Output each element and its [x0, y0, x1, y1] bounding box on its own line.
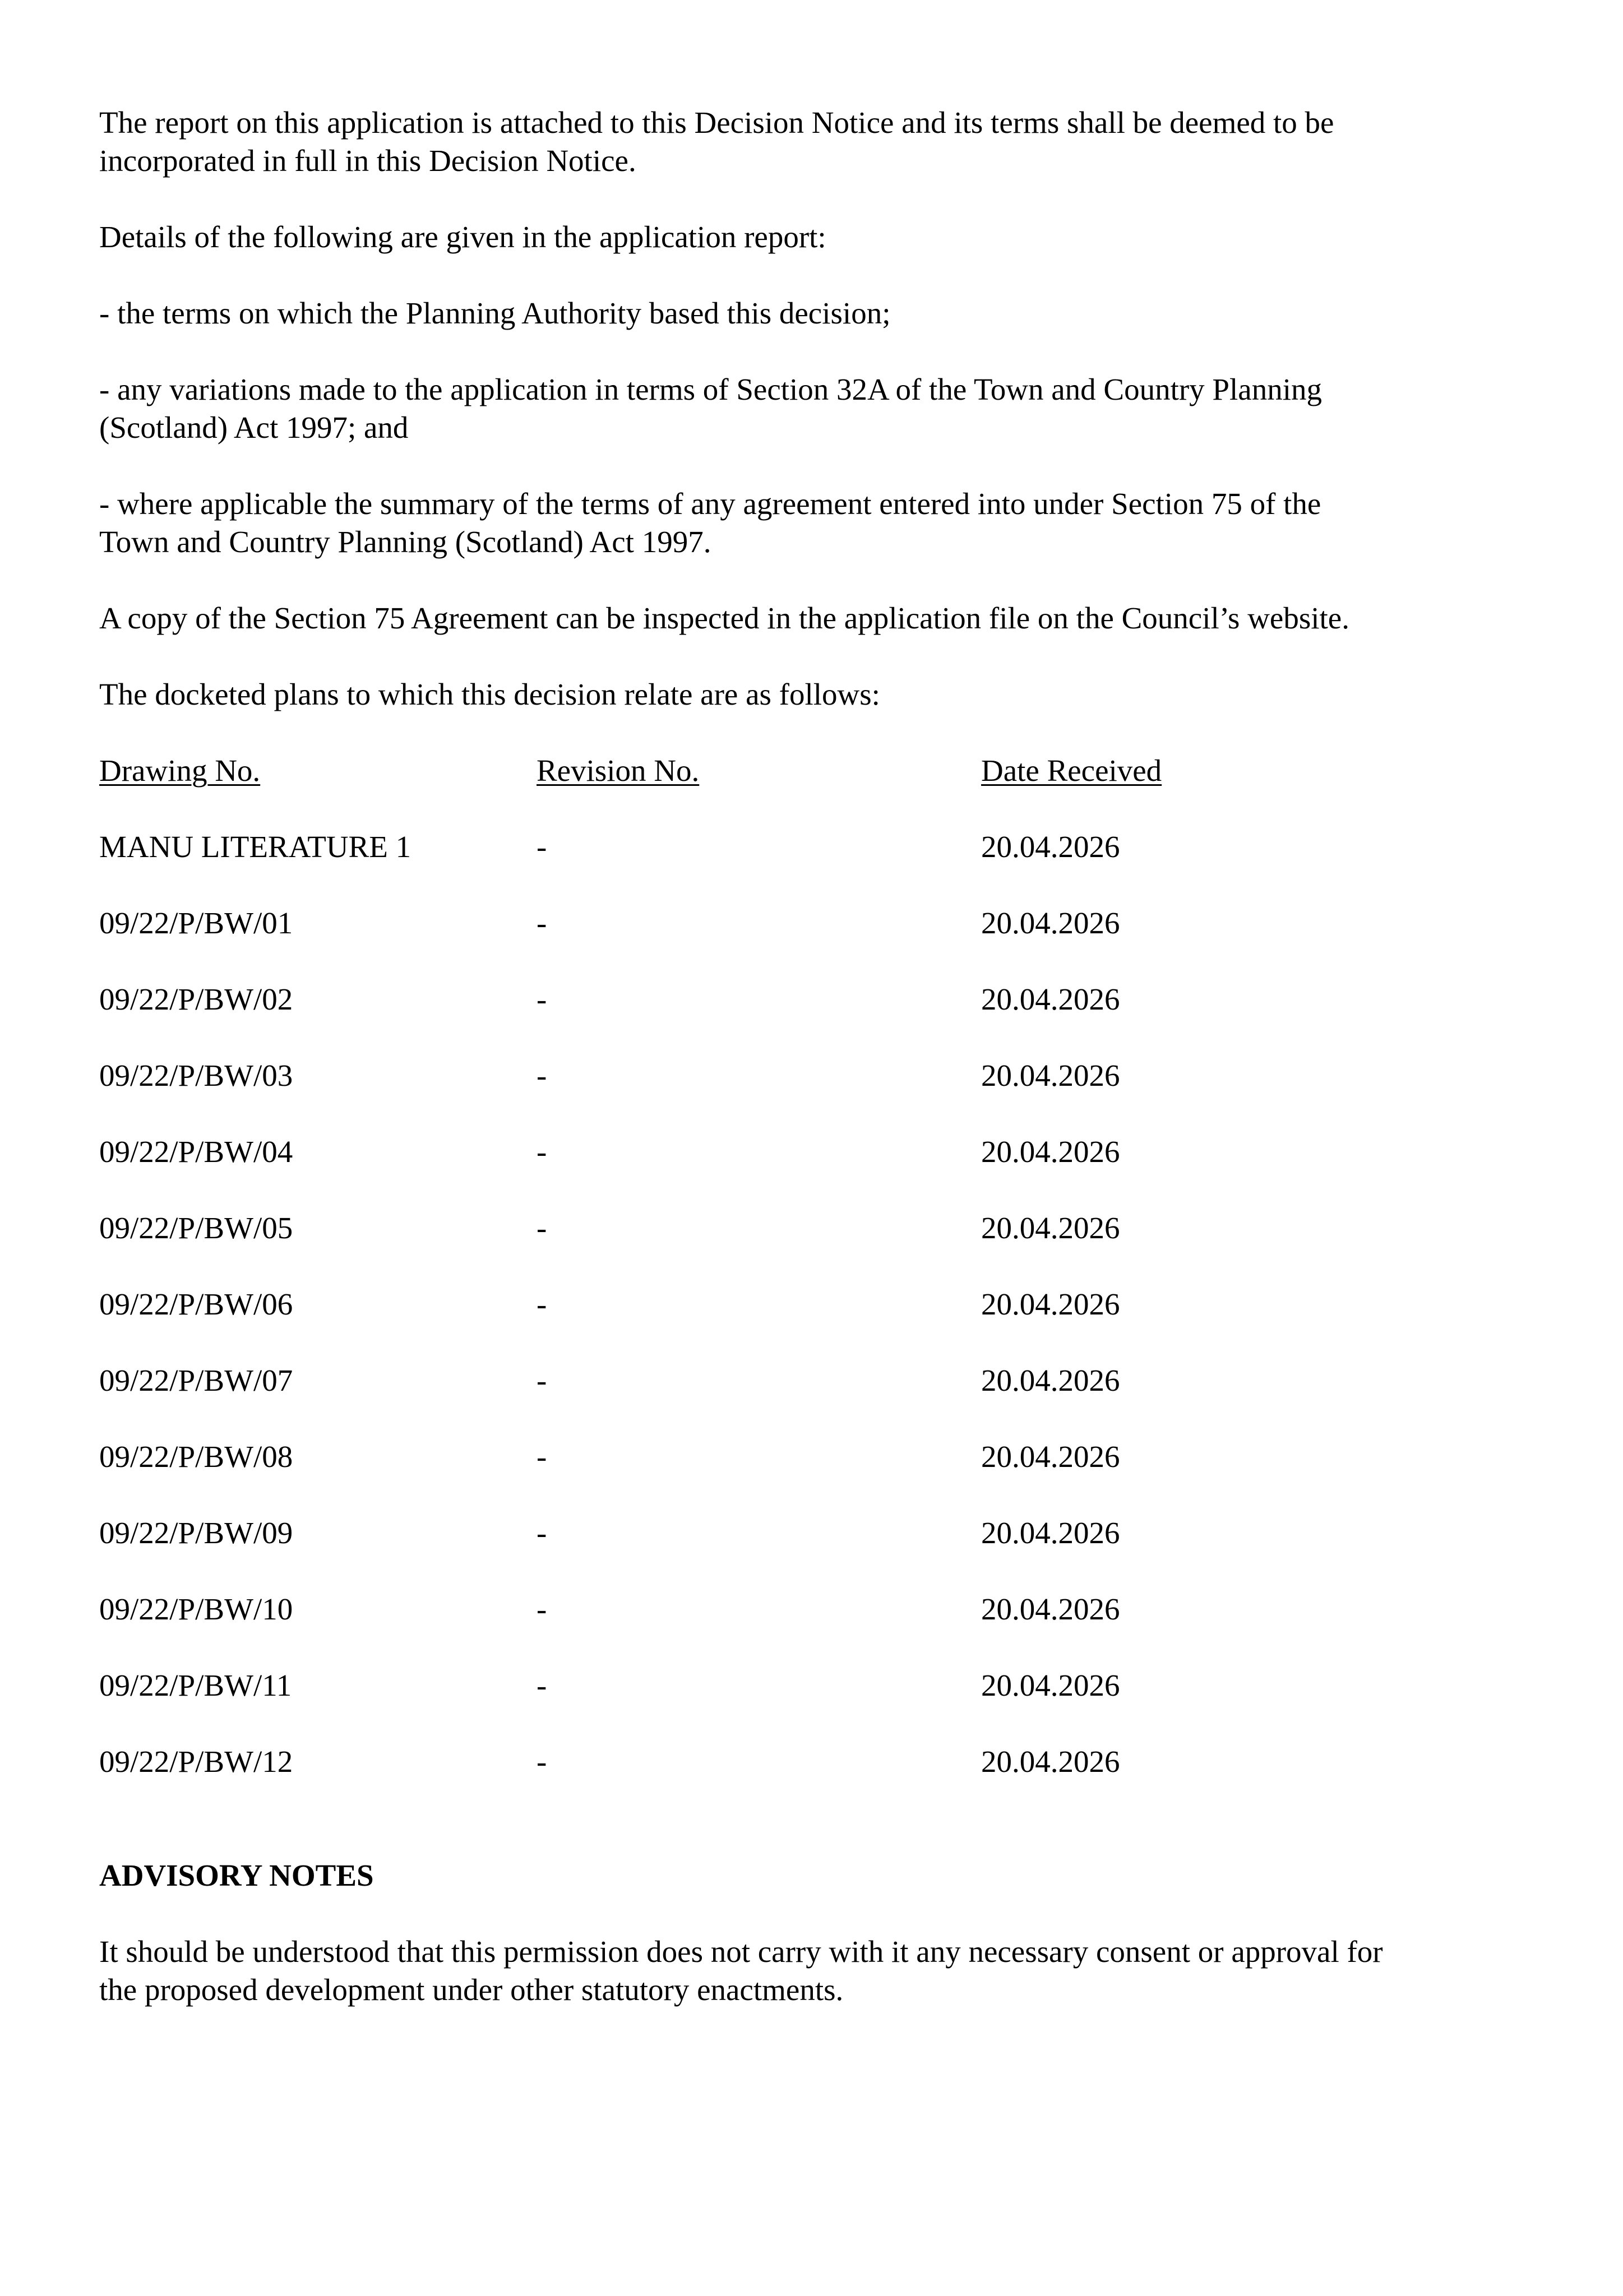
drawing-no-cell: MANU LITERATURE 1 [99, 830, 411, 864]
drawing-no-cell: 09/22/P/BW/07 [99, 1363, 293, 1397]
revision-no-cell: - [537, 1668, 547, 1702]
header-drawing-no: Drawing No. [99, 753, 261, 788]
revision-no-cell: - [537, 1211, 547, 1245]
table-row [99, 1362, 1389, 1400]
document-page [99, 104, 1389, 2047]
date-received-cell: 20.04.2026 [981, 1744, 1120, 1779]
table-row [99, 1438, 1389, 1476]
advisory-notes-text: It should be understood that this permission does not carry with it any necessary consent or approval for the proposed development under other statutory enactments. [99, 1934, 1383, 2007]
revision-no-cell: - [537, 1363, 547, 1397]
table-row [99, 1285, 1389, 1323]
header-revision-no: Revision No. [537, 753, 700, 788]
table-row [99, 980, 1389, 1019]
date-received-cell: 20.04.2026 [981, 830, 1120, 864]
variations-item: - any variations made to the application in terms of Section 32A of the Town and Country Planning (Scotland) Act 1997; and [99, 372, 1322, 445]
details-intro-paragraph: Details of the following are given in the application report: [99, 220, 826, 254]
revision-no-cell: - [537, 1287, 547, 1321]
section75-copy-paragraph: A copy of the Section 75 Agreement can be inspected in the application file on the Council’s website. [99, 601, 1349, 635]
table-row [99, 1667, 1389, 1705]
section75-summary-item: - where applicable the summary of the terms of any agreement entered into under Section 75 of the Town and Country Planning (Scotland) Act 1997. [99, 487, 1321, 559]
table-row [99, 1209, 1389, 1247]
table-row [99, 828, 1389, 866]
report-attached-paragraph: The report on this application is attached to this Decision Notice and its terms shall be deemed to be incorporated in full in this Decision Notice. [99, 105, 1334, 178]
table-row [99, 1514, 1389, 1552]
docketed-plans-table [99, 752, 1389, 1781]
terms-basis-item: - the terms on which the Planning Authority based this decision; [99, 296, 891, 330]
table-row [99, 1743, 1389, 1781]
table-body [99, 828, 1389, 1781]
revision-no-cell: - [537, 1516, 547, 1550]
table-row [99, 1590, 1389, 1628]
drawing-no-cell: 09/22/P/BW/05 [99, 1211, 293, 1245]
drawing-no-cell: 09/22/P/BW/04 [99, 1135, 293, 1169]
header-date-received: Date Received [981, 753, 1162, 788]
drawing-no-cell: 09/22/P/BW/12 [99, 1744, 293, 1779]
revision-no-cell: - [537, 1592, 547, 1626]
revision-no-cell: - [537, 1439, 547, 1474]
date-received-cell: 20.04.2026 [981, 1058, 1120, 1093]
date-received-cell: 20.04.2026 [981, 906, 1120, 940]
revision-no-cell: - [537, 906, 547, 940]
drawing-no-cell: 09/22/P/BW/08 [99, 1439, 293, 1474]
revision-no-cell: - [537, 1058, 547, 1093]
drawing-no-cell: 09/22/P/BW/10 [99, 1592, 293, 1626]
docketed-plans-intro: The docketed plans to which this decision relate are as follows: [99, 677, 880, 711]
revision-no-cell: - [537, 830, 547, 864]
table-row [99, 1057, 1389, 1095]
drawing-no-cell: 09/22/P/BW/03 [99, 1058, 293, 1093]
drawing-no-cell: 09/22/P/BW/02 [99, 982, 293, 1016]
drawing-no-cell: 09/22/P/BW/01 [99, 906, 293, 940]
date-received-cell: 20.04.2026 [981, 1363, 1120, 1397]
date-received-cell: 20.04.2026 [981, 1287, 1120, 1321]
date-received-cell: 20.04.2026 [981, 982, 1120, 1016]
drawing-no-cell: 09/22/P/BW/09 [99, 1516, 293, 1550]
date-received-cell: 20.04.2026 [981, 1592, 1120, 1626]
date-received-cell: 20.04.2026 [981, 1516, 1120, 1550]
date-received-cell: 20.04.2026 [981, 1211, 1120, 1245]
drawing-no-cell: 09/22/P/BW/06 [99, 1287, 293, 1321]
table-row [99, 904, 1389, 942]
revision-no-cell: - [537, 1744, 547, 1779]
revision-no-cell: - [537, 982, 547, 1016]
advisory-notes-heading: ADVISORY NOTES [99, 1858, 374, 1892]
table-header-row [99, 752, 1389, 790]
drawing-no-cell: 09/22/P/BW/11 [99, 1668, 292, 1702]
date-received-cell: 20.04.2026 [981, 1439, 1120, 1474]
table-row [99, 1133, 1389, 1171]
date-received-cell: 20.04.2026 [981, 1135, 1120, 1169]
revision-no-cell: - [537, 1135, 547, 1169]
date-received-cell: 20.04.2026 [981, 1668, 1120, 1702]
